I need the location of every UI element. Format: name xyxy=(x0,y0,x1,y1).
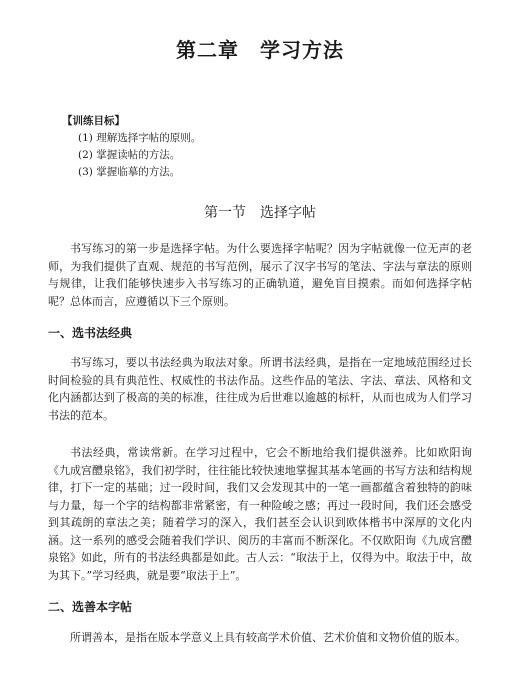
goal-item: (3) 掌握临摹的方法。 xyxy=(78,166,181,178)
body-paragraph: 书写练习，要以书法经典为取法对象。所谓书法经典，是指在一定地域范围经过长时间检验的具有典范性、权威性的书法作品。这些作品的笔法、字法、章法、风格和文化内涵都达到了极高的美的标准，往往成为后世难以逾越的标杆，从而也成为人们学习书法的范本。 xyxy=(48,356,472,422)
section-title: 第一节 选择字帖 xyxy=(204,205,316,221)
body-paragraph: 书法经典，常读常新。在学习过程中，它会不断地给我们提供滋养。比如欧阳询《九成宫醴泉铭》，我们初学时，往往能比较快速地掌握其基本笔画的书写方法和结构规律，打下一定的基础；过一段时间，我们又会发现其中的一笔一画都蕴含着独特的韵味与力量，每一个字的结构都非常紧密，有一种险峻之感；再过一段时间，我们还会感受到其疏朗的章法之美；随着学习的深入，我们甚至会认识到欧体楷书中深厚的文化内涵。这一系列的感受会随着我们学识、阅历的丰富而不断深化。不仅欧阳询《九成宫醴泉铭》如此，所有的书法经典都是如此。古人云：“取法于上，仅得为中。取法于中，故为其下。”学习经典，就是要“取法于上”。 xyxy=(48,446,472,582)
subsection-heading: 一、选书法经典 xyxy=(48,326,133,340)
training-goals-header: 【训练目标】 xyxy=(62,115,125,127)
body-paragraph: 所谓善本，是指在版本学意义上具有较高学术价值、艺术价值和文物价值的版本。 xyxy=(70,631,466,644)
subsection-heading: 二、选善本字帖 xyxy=(48,600,133,614)
goal-item: (1) 理解选择字帖的原则。 xyxy=(78,132,202,144)
training-goals xyxy=(62,113,201,181)
goal-item: (2) 掌握读帖的方法。 xyxy=(78,149,181,161)
intro-paragraph: 书写练习的第一步是选择字帖。为什么要选择字帖呢？因为字帖就像一位无声的老师，为我们提供了直观、规范的书写范例，展示了汉字书写的笔法、字法与章法的原则与规律，让我们能够快速步入书写练习的正确轨道，避免盲目摸索。而如何选择字帖呢？总体而言，应遵循以下三个原则。 xyxy=(48,242,472,308)
chapter-title: 第二章 学习方法 xyxy=(176,38,344,62)
